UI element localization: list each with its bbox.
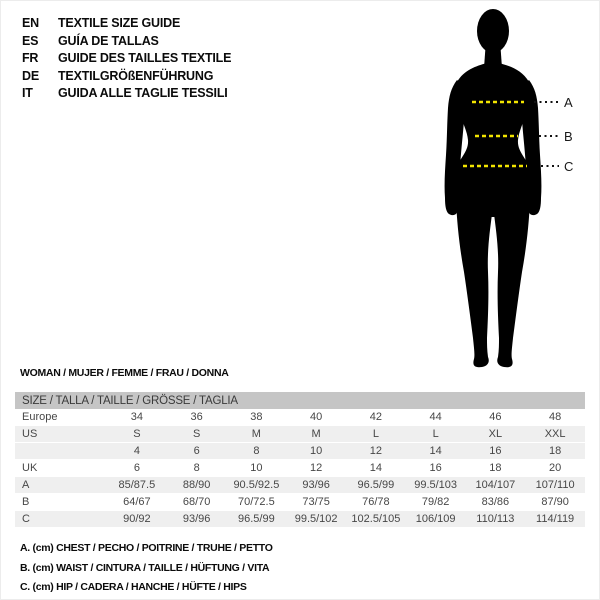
section-title: WOMAN / MUJER / FEMME / FRAU / DONNA <box>20 367 229 379</box>
size-cell: 85/87.5 <box>107 477 167 494</box>
language-label: TEXTILE SIZE GUIDE <box>58 16 181 30</box>
legend-waist: B. (cm) WAIST / CINTURA / TAILLE / HÜFTUNG / VITA <box>20 561 270 574</box>
size-cell: 79/82 <box>406 494 466 511</box>
size-cell: 99.5/102 <box>286 511 346 528</box>
size-cell: 68/70 <box>167 494 227 511</box>
size-table-header: SIZE / TALLA / TAILLE / GRÖSSE / TAGLIA <box>15 391 585 409</box>
language-row-fr <box>22 50 231 68</box>
language-row-it <box>22 85 231 103</box>
language-label: GUIDE DES TAILLES TEXTILE <box>58 51 232 65</box>
size-cell: 16 <box>466 443 526 460</box>
size-cell: 46 <box>466 409 526 426</box>
size-cell: 12 <box>346 443 406 460</box>
hip-label: C <box>564 159 574 174</box>
row-label <box>15 443 107 460</box>
size-cell: 14 <box>346 460 406 477</box>
chest-label: A <box>564 95 573 110</box>
size-cell: 18 <box>466 460 526 477</box>
size-cell: 83/86 <box>466 494 526 511</box>
size-cell: 14 <box>406 443 466 460</box>
language-label: TEXTILGRÖßENFÜHRUNG <box>58 68 214 83</box>
row-label: US <box>15 426 107 443</box>
size-cell: S <box>167 426 227 443</box>
size-cell: 6 <box>107 460 167 477</box>
size-cell: S <box>107 426 167 443</box>
size-cell: 44 <box>406 409 466 426</box>
size-cell: 6 <box>167 443 227 460</box>
size-cell: 96.5/99 <box>346 477 406 494</box>
size-cell: 114/119 <box>525 511 585 528</box>
size-cell: 110/113 <box>466 511 526 528</box>
size-cell: 8 <box>167 460 227 477</box>
woman-silhouette-figure <box>430 0 600 380</box>
size-cell: 99.5/103 <box>406 477 466 494</box>
table-row <box>15 477 585 494</box>
size-cell: 34 <box>107 409 167 426</box>
table-row <box>15 409 585 426</box>
size-cell: 93/96 <box>167 511 227 528</box>
size-table-body <box>15 409 585 528</box>
size-cell: 96.5/99 <box>227 511 287 528</box>
size-table <box>15 390 585 528</box>
size-cell: M <box>286 426 346 443</box>
table-row <box>15 511 585 528</box>
size-cell: 93/96 <box>286 477 346 494</box>
silhouette-torso <box>454 63 531 217</box>
language-code: FR <box>22 51 39 65</box>
size-cell: 90.5/92.5 <box>227 477 287 494</box>
size-cell: 4 <box>107 443 167 460</box>
measurement-legend <box>20 539 273 598</box>
table-row <box>15 460 585 477</box>
size-cell: 87/90 <box>525 494 585 511</box>
waist-label: B <box>564 129 573 144</box>
size-cell: 107/110 <box>525 477 585 494</box>
table-row <box>15 426 585 443</box>
legend-hip: C. (cm) HIP / CADERA / HANCHE / HÜFTE / HIPS <box>20 581 247 593</box>
size-table-header-row <box>15 391 585 409</box>
size-cell: L <box>346 426 406 443</box>
size-cell: 90/92 <box>107 511 167 528</box>
language-row-en <box>22 15 231 33</box>
size-cell: 36 <box>167 409 227 426</box>
row-label: A <box>15 477 107 494</box>
row-label: B <box>15 494 107 511</box>
size-cell: 38 <box>227 409 287 426</box>
size-cell: 104/107 <box>466 477 526 494</box>
size-cell: 70/72.5 <box>227 494 287 511</box>
language-code: EN <box>22 16 39 30</box>
size-cell: 20 <box>525 460 585 477</box>
row-label: UK <box>15 460 107 477</box>
size-cell: 102.5/105 <box>346 511 406 528</box>
size-cell: 48 <box>525 409 585 426</box>
language-label: GUÍA DE TALLAS <box>58 33 159 48</box>
table-row <box>15 494 585 511</box>
row-label: Europe <box>15 409 107 426</box>
language-title-block <box>22 15 231 103</box>
size-cell: 8 <box>227 443 287 460</box>
language-code: DE <box>22 68 39 83</box>
language-label: GUIDA ALLE TAGLIE TESSILI <box>58 86 228 100</box>
row-label: C <box>15 511 107 528</box>
size-cell: XL <box>466 426 526 443</box>
size-cell: 18 <box>525 443 585 460</box>
size-cell: 16 <box>406 460 466 477</box>
size-cell: 76/78 <box>346 494 406 511</box>
size-cell: 10 <box>227 460 287 477</box>
size-cell: 10 <box>286 443 346 460</box>
silhouette-left-leg <box>456 200 492 367</box>
size-cell: 42 <box>346 409 406 426</box>
size-cell: XXL <box>525 426 585 443</box>
silhouette-right-leg <box>494 200 530 367</box>
language-code: ES <box>22 33 39 48</box>
size-cell: 12 <box>286 460 346 477</box>
size-cell: 73/75 <box>286 494 346 511</box>
language-row-es <box>22 33 231 51</box>
table-row <box>15 443 585 460</box>
language-code: IT <box>22 86 33 100</box>
size-cell: 40 <box>286 409 346 426</box>
size-cell: 106/109 <box>406 511 466 528</box>
size-cell: M <box>227 426 287 443</box>
size-cell: 64/67 <box>107 494 167 511</box>
language-row-de <box>22 68 231 86</box>
legend-chest: A. (cm) CHEST / PECHO / POITRINE / TRUHE / PETTO <box>20 542 273 554</box>
size-cell: L <box>406 426 466 443</box>
size-cell: 88/90 <box>167 477 227 494</box>
